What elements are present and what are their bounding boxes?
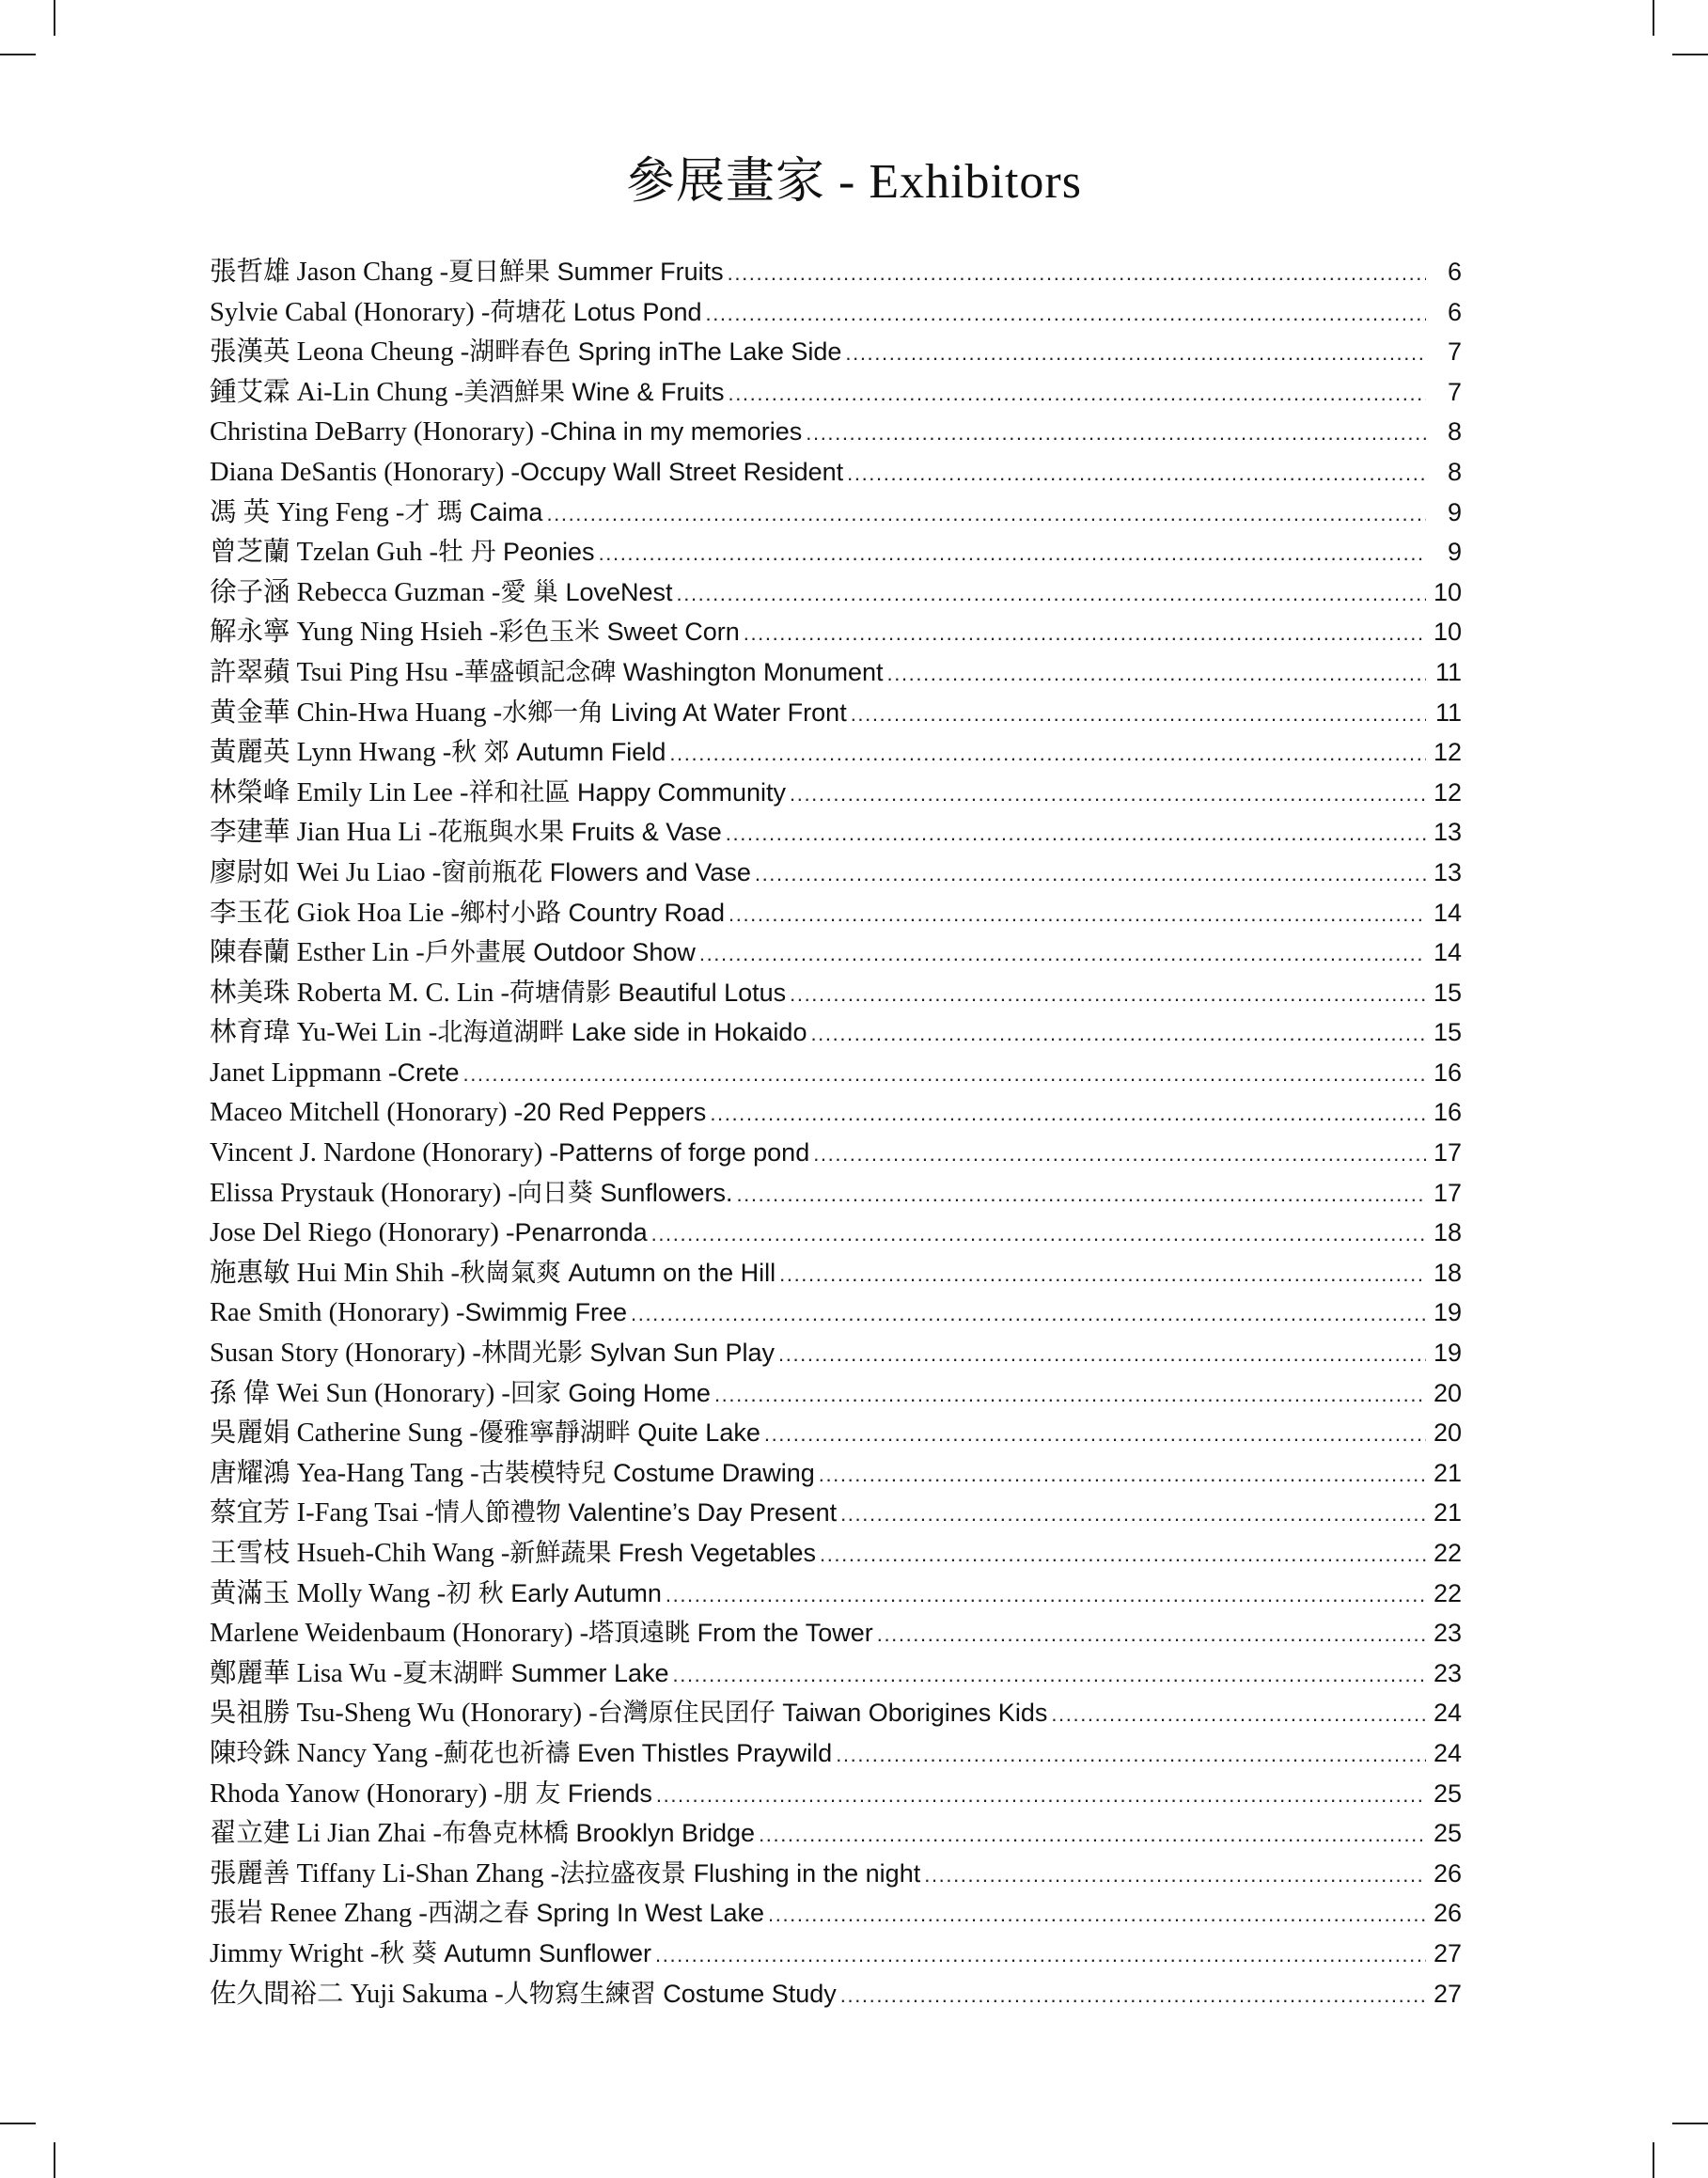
artwork-title: 林間光影 Sylvan Sun Play bbox=[480, 1339, 776, 1368]
page-number: 26 bbox=[1433, 1899, 1462, 1928]
page-number: 17 bbox=[1433, 1178, 1462, 1207]
artwork-title: 布魯克林橋 Brooklyn Bridge bbox=[441, 1819, 756, 1848]
crop-mark bbox=[0, 54, 36, 55]
toc-entry bbox=[210, 1574, 1462, 1614]
artwork-title: 朋 友 Friends bbox=[502, 1778, 652, 1808]
page-number: 6 bbox=[1447, 297, 1462, 326]
dot-leader bbox=[755, 854, 1426, 895]
exhibitor-name: Elissa Prystauk (Honorary) - bbox=[210, 1178, 517, 1208]
dot-leader bbox=[768, 1895, 1426, 1935]
toc-entry bbox=[210, 1333, 1462, 1373]
artwork-title: 秋 葵 Autumn Sunflower bbox=[379, 1938, 652, 1967]
artwork-title: 塔頂遠眺 From the Tower bbox=[588, 1619, 873, 1648]
dot-leader bbox=[813, 1135, 1426, 1175]
artwork-title: 湖畔春色 Spring inThe Lake Side bbox=[469, 337, 842, 367]
dot-leader bbox=[736, 1175, 1426, 1215]
artwork-title: 荷塘倩影 Beautiful Lotus bbox=[509, 978, 787, 1007]
toc-entry bbox=[210, 572, 1462, 613]
exhibitor-name: 黄滿玉 Molly Wang - bbox=[210, 1578, 447, 1608]
page-number: 12 bbox=[1433, 777, 1462, 807]
dot-leader bbox=[546, 494, 1426, 535]
page-number: 8 bbox=[1447, 457, 1462, 486]
toc-entry bbox=[210, 1133, 1462, 1173]
exhibitor-name: 佐久間裕二 Yuji Sakuma - bbox=[210, 1979, 504, 2009]
dot-leader bbox=[651, 1214, 1426, 1255]
dot-leader bbox=[714, 1375, 1426, 1416]
page-number: 11 bbox=[1434, 657, 1462, 686]
page-number: 24 bbox=[1433, 1699, 1462, 1728]
artwork-title: 窗前瓶花 Flowers and Vase bbox=[441, 857, 751, 886]
dot-leader bbox=[655, 1935, 1426, 1976]
artwork-title: 戶外畫展 Outdoor Show bbox=[424, 938, 696, 967]
page-number: 20 bbox=[1433, 1378, 1462, 1407]
dot-leader bbox=[673, 1655, 1426, 1696]
dot-leader bbox=[669, 734, 1426, 775]
crop-mark bbox=[0, 2123, 36, 2124]
exhibitor-name: Susan Story (Honorary) - bbox=[210, 1339, 481, 1369]
artwork-title: 彩色玉米 Sweet Corn bbox=[498, 618, 740, 647]
exhibitor-name: Diana DeSantis (Honorary) - bbox=[210, 457, 521, 487]
page-number: 27 bbox=[1433, 1979, 1462, 2008]
artwork-title: 鄉村小路 Country Road bbox=[459, 898, 726, 927]
toc-entry bbox=[210, 1413, 1462, 1453]
exhibitor-name: Janet Lippmann - bbox=[210, 1058, 398, 1088]
toc-entry bbox=[210, 412, 1462, 452]
dot-leader bbox=[887, 654, 1426, 695]
exhibitor-name: 陳春蘭 Esther Lin - bbox=[210, 938, 425, 968]
page-number: 14 bbox=[1433, 898, 1462, 927]
exhibitor-name: Maceo Mitchell (Honorary) - bbox=[210, 1098, 524, 1128]
dot-leader bbox=[877, 1615, 1426, 1655]
page-number: 23 bbox=[1433, 1619, 1462, 1648]
page-number: 24 bbox=[1433, 1738, 1462, 1767]
artwork-title: 愛 巢 LoveNest bbox=[500, 577, 673, 606]
exhibitor-name: 鍾艾霖 Ai-Lin Chung - bbox=[210, 377, 463, 407]
exhibitor-name: 張岩 Renee Zhang - bbox=[210, 1899, 428, 1929]
page-number: 19 bbox=[1433, 1298, 1462, 1327]
exhibitor-name: 李建華 Jian Hua Li - bbox=[210, 818, 438, 848]
artwork-title: 華盛頓記念碑 Washington Monument bbox=[463, 657, 884, 686]
page-number: 22 bbox=[1433, 1539, 1462, 1567]
toc-entry bbox=[210, 1213, 1462, 1253]
dot-leader bbox=[728, 374, 1426, 415]
artwork-title: 法拉盛夜景 Flushing in the night bbox=[559, 1858, 921, 1888]
toc-entry bbox=[210, 292, 1462, 333]
toc-entry bbox=[210, 1613, 1462, 1653]
dot-leader bbox=[810, 1014, 1426, 1055]
dot-leader bbox=[706, 294, 1427, 335]
dot-leader bbox=[924, 1856, 1426, 1896]
dot-leader bbox=[819, 1455, 1426, 1496]
artwork-title: 人物寫生練習 Costume Study bbox=[503, 1979, 837, 2008]
exhibitor-name: 陳玲銖 Nancy Yang - bbox=[210, 1738, 444, 1768]
dot-leader bbox=[710, 1094, 1426, 1135]
artwork-title: 薊花也祈禱 Even Thistles Praywild bbox=[443, 1738, 833, 1767]
toc-entry bbox=[210, 1293, 1462, 1333]
artwork-title: 西湖之春 Spring In West Lake bbox=[427, 1899, 765, 1928]
dot-leader bbox=[764, 1415, 1426, 1455]
artwork-title: 水鄉一角 Living At Water Front bbox=[502, 697, 847, 727]
artwork-title: 才 瑪 Caima bbox=[404, 497, 543, 526]
exhibitor-name: 許翠蘋 Tsui Ping Hsu - bbox=[210, 657, 464, 687]
exhibitor-name: 施惠敏 Hui Min Shih - bbox=[210, 1258, 461, 1288]
artwork-title: 秋 郊 Autumn Field bbox=[451, 738, 666, 767]
dot-leader bbox=[729, 895, 1426, 935]
toc-entry bbox=[210, 893, 1462, 933]
toc-entry bbox=[210, 1493, 1462, 1533]
dot-leader bbox=[677, 574, 1426, 615]
toc-entry bbox=[210, 853, 1462, 893]
exhibitor-name: 張麗善 Tiffany Li-Shan Zhang - bbox=[210, 1858, 560, 1888]
exhibitor-name: 張漢英 Leona Cheung - bbox=[210, 337, 470, 368]
page-number: 18 bbox=[1433, 1218, 1462, 1247]
artwork-title: Swimmig Free bbox=[464, 1298, 628, 1327]
artwork-title: 初 秋 Early Autumn bbox=[446, 1578, 662, 1607]
page-number: 19 bbox=[1433, 1339, 1462, 1368]
exhibitor-name: Jimmy Wright - bbox=[210, 1938, 380, 1968]
toc-entry bbox=[210, 812, 1462, 853]
page-number: 26 bbox=[1433, 1858, 1462, 1888]
toc-entry bbox=[210, 1733, 1462, 1774]
toc-entry bbox=[210, 532, 1462, 572]
artwork-title: 荷塘花 Lotus Pond bbox=[490, 297, 702, 326]
toc-entry bbox=[210, 773, 1462, 813]
exhibitor-name: Christina DeBarry (Honorary) - bbox=[210, 417, 550, 447]
artwork-title: 美酒鮮果 Wine & Fruits bbox=[462, 377, 725, 406]
exhibitor-name: 孫 偉 Wei Sun (Honorary) - bbox=[210, 1378, 510, 1408]
page-number: 21 bbox=[1433, 1498, 1462, 1528]
page-number: 15 bbox=[1433, 1018, 1462, 1047]
exhibitor-name: 馮 英 Ying Feng - bbox=[210, 497, 405, 527]
page-number: 13 bbox=[1433, 857, 1462, 886]
exhibitor-name: Marlene Weidenbaum (Honorary) - bbox=[210, 1619, 589, 1649]
exhibitor-name: 吳麗娟 Catherine Sung - bbox=[210, 1418, 478, 1449]
dot-leader bbox=[845, 334, 1426, 374]
toc-entry bbox=[210, 612, 1462, 652]
dot-leader bbox=[851, 695, 1426, 735]
crop-mark bbox=[1672, 2123, 1708, 2124]
artwork-title: 花瓶與水果 Fruits & Vase bbox=[437, 818, 722, 847]
toc-entry bbox=[210, 732, 1462, 773]
page-number: 7 bbox=[1447, 337, 1462, 367]
page-number: 6 bbox=[1447, 258, 1462, 286]
toc-entry bbox=[210, 1453, 1462, 1494]
toc-entry bbox=[210, 1653, 1462, 1694]
page-number: 21 bbox=[1433, 1458, 1462, 1487]
page-number: 17 bbox=[1433, 1138, 1462, 1167]
dot-leader bbox=[778, 1335, 1426, 1375]
artwork-title: 牡 丹 Peonies bbox=[437, 538, 595, 567]
crop-mark bbox=[1672, 54, 1708, 55]
page-number: 13 bbox=[1433, 818, 1462, 847]
exhibitor-name: 林育瑋 Yu-Wei Lin - bbox=[210, 1018, 438, 1048]
dot-leader bbox=[840, 1976, 1426, 2016]
exhibitor-name: 林美珠 Roberta M. C. Lin - bbox=[210, 978, 510, 1008]
page-number: 9 bbox=[1447, 538, 1462, 567]
toc-entry bbox=[210, 1173, 1462, 1214]
page-title: 參展畫家 - Exhibitors bbox=[626, 155, 1082, 209]
dot-leader bbox=[847, 454, 1426, 494]
exhibitor-name: 曾芝蘭 Tzelan Guh - bbox=[210, 538, 438, 568]
dot-leader bbox=[631, 1294, 1426, 1335]
dot-leader bbox=[1051, 1695, 1426, 1735]
dot-leader bbox=[836, 1735, 1426, 1776]
dot-leader bbox=[462, 1055, 1426, 1095]
toc-entry bbox=[210, 252, 1462, 292]
page-number: 12 bbox=[1433, 738, 1462, 767]
dot-leader bbox=[599, 534, 1426, 574]
artwork-title: Patterns of forge pond bbox=[558, 1138, 810, 1167]
artwork-title: 北海道湖畔 Lake side in Hokaido bbox=[437, 1018, 807, 1047]
page-number: 16 bbox=[1433, 1058, 1462, 1087]
artwork-title: 回家 Going Home bbox=[509, 1378, 711, 1407]
artwork-title: 向日葵 Sunflowers. bbox=[516, 1178, 733, 1207]
exhibitor-list bbox=[210, 252, 1462, 2013]
page-number: 25 bbox=[1433, 1778, 1462, 1808]
toc-entry bbox=[210, 1053, 1462, 1093]
toc-entry bbox=[210, 932, 1462, 973]
artwork-title: China in my memories bbox=[549, 417, 803, 447]
toc-entry bbox=[210, 452, 1462, 493]
page-number: 10 bbox=[1433, 618, 1462, 647]
toc-entry bbox=[210, 1774, 1462, 1814]
toc-entry bbox=[210, 1373, 1462, 1414]
artwork-title: 古裝模特兒 Costume Drawing bbox=[478, 1458, 815, 1487]
toc-entry bbox=[210, 1974, 1462, 2014]
artwork-title: 情人節禮物 Valentine’s Day Present bbox=[433, 1498, 838, 1528]
artwork-title: 夏日鮮果 Summer Fruits bbox=[448, 258, 724, 286]
page-number: 11 bbox=[1434, 697, 1462, 727]
crop-mark bbox=[54, 0, 55, 36]
exhibitor-name: 吳祖勝 Tsu-Sheng Wu (Honorary) - bbox=[210, 1699, 598, 1729]
dot-leader bbox=[840, 1495, 1426, 1535]
toc-entry bbox=[210, 1893, 1462, 1934]
dot-leader bbox=[806, 414, 1426, 454]
dot-leader bbox=[728, 254, 1426, 294]
exhibitor-name: 解永寧 Yung Ning Hsieh - bbox=[210, 618, 499, 648]
exhibitor-name: 唐耀鴻 Yea-Hang Tang - bbox=[210, 1458, 479, 1488]
page-number: 7 bbox=[1447, 377, 1462, 406]
page-number: 22 bbox=[1433, 1578, 1462, 1607]
page-number: 9 bbox=[1447, 497, 1462, 526]
toc-entry bbox=[210, 693, 1462, 733]
artwork-title: 台灣原住民囝仔 Taiwan Oborigines Kids bbox=[597, 1699, 1048, 1728]
toc-entry bbox=[210, 652, 1462, 693]
exhibitor-name: Vincent J. Nardone (Honorary) - bbox=[210, 1138, 559, 1168]
page-number: 14 bbox=[1433, 938, 1462, 967]
crop-mark bbox=[54, 2142, 55, 2178]
toc-entry bbox=[210, 1934, 1462, 1974]
dot-leader bbox=[790, 775, 1426, 815]
dot-leader bbox=[656, 1776, 1426, 1816]
artwork-title: Occupy Wall Street Resident bbox=[520, 457, 844, 486]
exhibitor-name: Rhoda Yanow (Honorary) - bbox=[210, 1778, 503, 1809]
exhibitor-name: Sylvie Cabal (Honorary) - bbox=[210, 297, 491, 327]
artwork-title: 20 Red Peppers bbox=[523, 1098, 707, 1127]
exhibitor-name: Jose Del Riego (Honorary) - bbox=[210, 1218, 515, 1248]
exhibitor-name: 黄金華 Chin-Hwa Huang - bbox=[210, 697, 503, 728]
dot-leader bbox=[699, 934, 1426, 975]
toc-entry bbox=[210, 1854, 1462, 1894]
crop-mark bbox=[1653, 0, 1654, 36]
toc-entry bbox=[210, 1693, 1462, 1733]
page-number: 8 bbox=[1447, 417, 1462, 447]
toc-entry bbox=[210, 1012, 1462, 1053]
toc-entry bbox=[210, 1813, 1462, 1854]
page-number: 18 bbox=[1433, 1258, 1462, 1287]
dot-leader bbox=[790, 975, 1426, 1015]
exhibitor-name: 翟立建 Li Jian Zhai - bbox=[210, 1819, 442, 1849]
toc-entry bbox=[210, 493, 1462, 533]
page-number: 10 bbox=[1433, 577, 1462, 606]
exhibitor-name: 蔡宜芳 I-Fang Tsai - bbox=[210, 1498, 434, 1528]
dot-leader bbox=[666, 1575, 1426, 1616]
toc-entry bbox=[210, 372, 1462, 413]
exhibitor-name: 王雪枝 Hsueh-Chih Wang - bbox=[210, 1539, 510, 1568]
toc-entry bbox=[210, 1533, 1462, 1574]
exhibitor-name: 廖尉如 Wei Ju Liao - bbox=[210, 857, 442, 887]
exhibitor-name: 張哲雄 Jason Chang - bbox=[210, 258, 449, 287]
exhibitor-name: 徐子涵 Rebecca Guzman - bbox=[210, 577, 501, 607]
artwork-title: Crete bbox=[397, 1058, 460, 1087]
artwork-title: 新鮮蔬果 Fresh Vegetables bbox=[509, 1539, 816, 1567]
page-number: 16 bbox=[1433, 1098, 1462, 1127]
artwork-title: 夏末湖畔 Summer Lake bbox=[401, 1658, 669, 1687]
page-number: 25 bbox=[1433, 1819, 1462, 1848]
exhibitor-name: 鄭麗華 Lisa Wu - bbox=[210, 1658, 402, 1688]
toc-entry bbox=[210, 1092, 1462, 1133]
exhibitor-name: Rae Smith (Honorary) - bbox=[210, 1298, 465, 1328]
dot-leader bbox=[726, 814, 1426, 854]
exhibitor-name: 林榮峰 Emily Lin Lee - bbox=[210, 777, 469, 807]
page-number: 20 bbox=[1433, 1418, 1462, 1448]
exhibitor-name: 黃麗英 Lynn Hwang - bbox=[210, 738, 452, 768]
page-number: 27 bbox=[1433, 1938, 1462, 1967]
page-number: 15 bbox=[1433, 978, 1462, 1007]
toc-entry bbox=[210, 332, 1462, 372]
artwork-title: 秋崗氣爽 Autumn on the Hill bbox=[460, 1258, 776, 1287]
dot-leader bbox=[779, 1255, 1426, 1295]
artwork-title: 優雅寧靜湖畔 Quite Lake bbox=[478, 1418, 760, 1448]
artwork-title: 祥和社區 Happy Community bbox=[468, 777, 787, 807]
toc-entry bbox=[210, 973, 1462, 1013]
crop-mark bbox=[1653, 2142, 1654, 2178]
artwork-title: Penarronda bbox=[514, 1218, 648, 1247]
toc-entry bbox=[210, 1253, 1462, 1293]
dot-leader bbox=[744, 614, 1426, 654]
dot-leader bbox=[759, 1815, 1426, 1856]
dot-leader bbox=[820, 1535, 1426, 1575]
page-number: 23 bbox=[1433, 1658, 1462, 1687]
exhibitor-name: 李玉花 Giok Hoa Lie - bbox=[210, 898, 460, 928]
